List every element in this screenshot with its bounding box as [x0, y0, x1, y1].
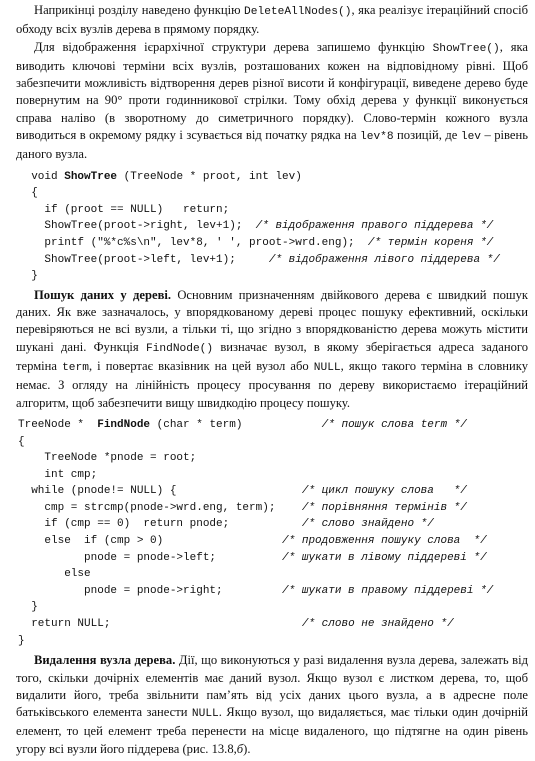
text: , якщо такого терміна в словнику немає. З огляду на лінійність процесу просування по дереву використаємо ітераційний алгоритм, щоб забезпечити вищу швидкодію процесу пошуку.: [16, 359, 528, 410]
code-text: return NULL;: [18, 618, 302, 631]
code-text: if (cmp == 0) return pnode;: [18, 518, 302, 531]
code-text: int cmp;: [18, 468, 98, 481]
code-line: [18, 417, 528, 434]
code-text: while (pnode!= NULL) {: [18, 485, 302, 498]
code-comment: /* термін кореня */: [367, 237, 494, 250]
code-text: if (proot == NULL) return;: [18, 203, 230, 216]
code-line: [18, 434, 528, 451]
code-line: [18, 599, 528, 616]
code-text: printf ("%*c%s\n", lev*8, ' ', proot->wrd.eng);: [18, 237, 368, 250]
code-line: [18, 450, 528, 467]
code-text: ShowTree(proot->left, lev+1);: [18, 253, 269, 266]
code-line: [18, 185, 528, 202]
text: , яка реалізує ітераційний спосіб обходу всіх вузлів дерева в прямому порядку.: [16, 3, 528, 37]
code-text: void: [18, 170, 65, 183]
code-text: else: [18, 568, 91, 581]
code-text: else if (cmp > 0): [18, 535, 283, 548]
inline-code: DeleteAllNodes(): [244, 6, 352, 18]
code-comment: /* порівняння термінів */: [301, 501, 467, 514]
code-text: }: [18, 601, 38, 614]
text: , і повертає вказівник на цей вузол або: [88, 359, 314, 374]
code-comment: /* відображення правого піддерева */: [255, 220, 494, 233]
code-text: cmp = strcmp(pnode->wrd.eng, term);: [18, 501, 302, 514]
function-name: ShowTree: [64, 170, 118, 183]
section-heading: Видалення вузла дерева.: [34, 653, 176, 668]
text: Основним призначенням двійкового дерева є швидкий пошук даних. Як вже зазначалось, у впорядкованому дереві процес пошуку ефективний, оскільки перевіряються не всі вузли, а тільки ті, що згідно з впорядкованістю дерева можуть містити шукані дані. Функція: [16, 287, 528, 354]
inline-code: ShowTree(): [432, 42, 500, 55]
code-line: [18, 252, 528, 269]
text: Дії, що виконуються у разі видалення вузла дерева, залежать від того, скільки дочірніх елементів має даний вузол. Якщо вузол є листком дерева, то, щоб видалити його, треба звільнити пам’ять від усіх даних цього вузла, а в адресне поле батьківського елемента занести: [16, 653, 528, 720]
code-line: [18, 533, 528, 550]
paragraph-delete: [16, 652, 528, 758]
inline-code: term: [62, 362, 89, 375]
code-comment: /* пошук слова term */: [321, 418, 467, 431]
paragraph-showtree: [16, 39, 528, 164]
code-comment: /* шукати в правому піддереві */: [282, 584, 494, 597]
code-line: [18, 566, 528, 583]
text: . Якщо вузол, що видаляється, має тільки один дочірній елемент, то цей елемент треба перенести на місце видаленого, що підтягне на один рівень угору всі вузли його піддерева (рис. 13.8,: [16, 705, 528, 756]
inline-code: NULL: [313, 362, 341, 375]
code-line: [18, 202, 528, 219]
code-line: [18, 483, 528, 500]
text: , яка виводить ключові терміни всіх вузлів, розташованих кожен на відповідному рівні. Щоб забезпечити можливість відтворення дерев різної висоти й конфігурації, виведене дерево буде повернутим на 90° проти годинникової стрілки. Тому обхід дерева у функції виконується справа наліво (в зворотному до симетричного порядку). Слово-термін кожного вузла виводиться в окремому рядку і зсувається від початку рядка на: [16, 39, 529, 143]
code-text: }: [18, 270, 38, 283]
code-text: {: [18, 187, 38, 200]
section-heading: Пошук даних у дереві.: [34, 287, 172, 302]
code-text: (TreeNode * proot, int lev): [117, 170, 302, 183]
code-line: [18, 583, 528, 600]
inline-code: NULL: [191, 708, 219, 721]
code-text: pnode = pnode->right;: [18, 584, 283, 597]
code-block-showtree: [18, 169, 528, 285]
code-line: [18, 268, 528, 285]
code-comment: /* продовження пошуку слова */: [282, 535, 487, 548]
function-name: FindNode: [97, 418, 151, 431]
code-text: (char * term): [150, 418, 322, 431]
code-line: [18, 169, 528, 186]
text-italic: б: [236, 741, 244, 756]
inline-code: lev*8: [360, 131, 394, 144]
code-line: [18, 633, 528, 650]
code-block-findnode: [18, 417, 528, 649]
text: позицій, де: [393, 128, 461, 143]
code-text: TreeNode *pnode = root;: [18, 452, 197, 465]
code-line: [18, 500, 528, 517]
code-comment: /* відображення лівого піддерева */: [268, 253, 500, 266]
code-line: [18, 235, 528, 252]
code-line: [18, 218, 528, 235]
code-line: [18, 516, 528, 533]
inline-code: lev: [460, 131, 482, 144]
text: ).: [243, 741, 251, 756]
text: – рівень даного вузла.: [16, 128, 528, 162]
code-text: pnode = pnode->left;: [18, 551, 283, 564]
paragraph-intro: [16, 2, 528, 39]
paragraph-search: [16, 287, 528, 412]
code-text: ShowTree(proot->right, lev+1);: [18, 220, 256, 233]
code-line: [18, 550, 528, 567]
code-comment: /* цикл пошуку слова */: [301, 485, 467, 498]
code-comment: /* слово знайдено */: [301, 518, 434, 531]
code-text: TreeNode *: [18, 418, 98, 431]
code-text: }: [18, 634, 25, 647]
code-comment: /* шукати в лівому піддереві */: [282, 551, 487, 564]
text: Наприкінці розділу наведено функцію: [34, 3, 245, 17]
code-line: [18, 616, 528, 633]
inline-code: FindNode(): [145, 342, 214, 355]
text: Для відображення ієрархічної структури дерева запишемо функцію: [34, 39, 433, 54]
code-text: {: [18, 435, 25, 448]
code-line: [18, 467, 528, 484]
code-comment: /* слово не знайдено */: [301, 618, 454, 631]
text: визначає вузол, в якому зберігається адреса заданого терміна: [16, 339, 529, 374]
